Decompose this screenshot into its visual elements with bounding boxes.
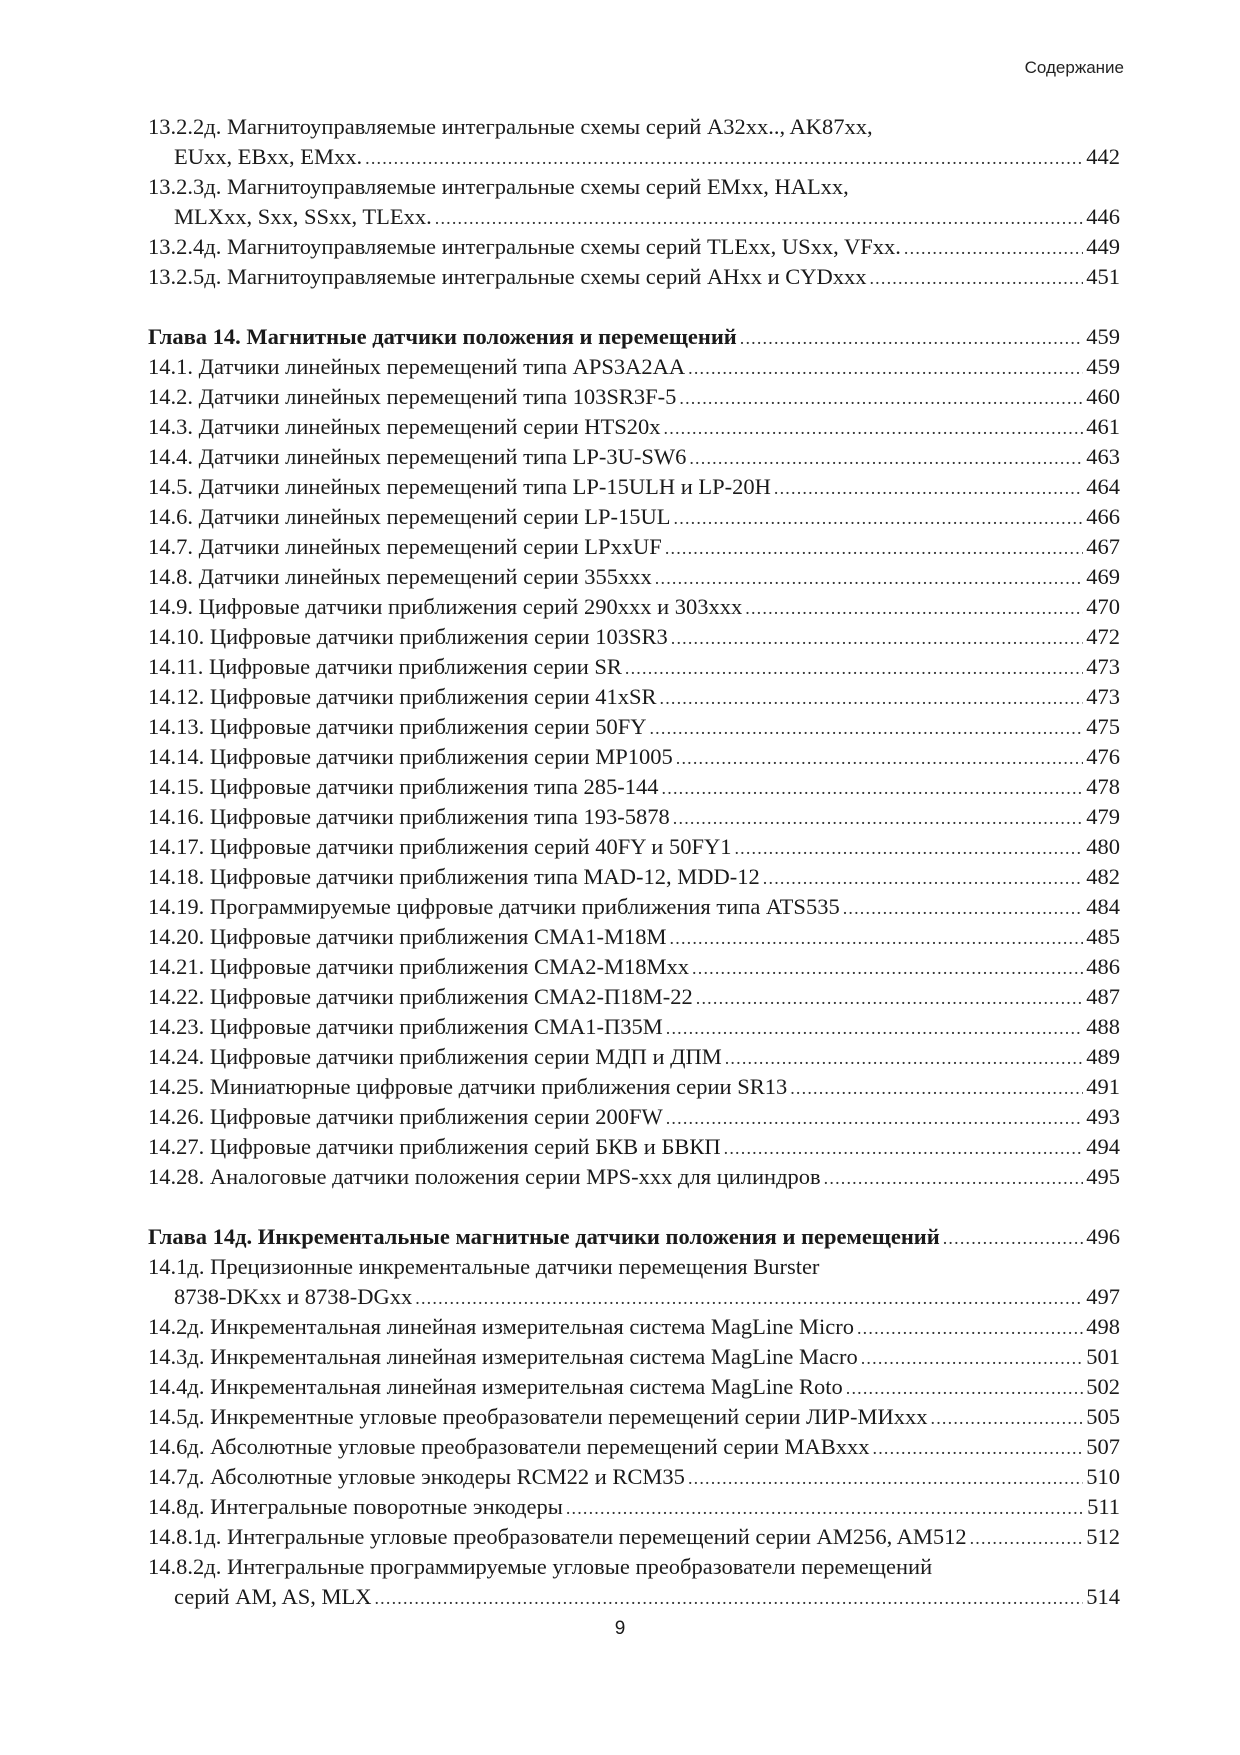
dot-leader xyxy=(374,1583,1083,1613)
dot-leader xyxy=(662,773,1084,803)
toc-entry xyxy=(148,1072,1120,1102)
toc-entry xyxy=(148,592,1120,622)
toc-page-number: 459 xyxy=(1086,354,1120,379)
toc-entry xyxy=(148,742,1120,772)
toc-page-number: 494 xyxy=(1086,1134,1120,1159)
toc-page-number: 476 xyxy=(1086,744,1120,769)
dot-leader xyxy=(679,383,1083,413)
toc-entry xyxy=(148,712,1120,742)
dot-leader xyxy=(869,263,1083,293)
dot-leader xyxy=(365,143,1083,173)
dot-leader xyxy=(673,803,1083,833)
dot-leader xyxy=(566,1493,1084,1523)
toc-entry-title: 14.12. Цифровые датчики приближения серии 41xSR xyxy=(148,684,657,709)
toc-page-number: 467 xyxy=(1086,534,1120,559)
toc-page-number: 460 xyxy=(1086,384,1120,409)
dot-leader xyxy=(674,503,1084,533)
dot-leader xyxy=(671,623,1084,653)
chapter-title: Глава 14д. Инкрементальные магнитные датчики положения и перемещений xyxy=(148,1224,940,1249)
toc-entry-title: серий AM, AS, MLX xyxy=(174,1584,372,1609)
toc-entry xyxy=(148,202,1120,232)
toc-entry-title: 14.2д. Инкрементальная линейная измерительная система MagLine Micro xyxy=(148,1314,854,1339)
toc-entry-title: 14.19. Программируемые цифровые датчики приближения типа ATS535 xyxy=(148,894,840,919)
dot-leader xyxy=(689,443,1083,473)
dot-leader xyxy=(666,1013,1083,1043)
toc-page-number: 466 xyxy=(1086,504,1120,529)
toc-page-number: 464 xyxy=(1086,474,1120,499)
toc-entry xyxy=(148,622,1120,652)
toc-entry-title: 14.4д. Инкрементальная линейная измерительная система MagLine Roto xyxy=(148,1374,843,1399)
toc-page-number: 505 xyxy=(1086,1404,1120,1429)
toc-entry-title: 14.11. Цифровые датчики приближения серии SR xyxy=(148,654,622,679)
dot-leader xyxy=(676,743,1084,773)
toc-page-number: 459 xyxy=(1086,324,1120,349)
toc-entry xyxy=(148,382,1120,412)
dot-leader xyxy=(665,533,1083,563)
dot-leader xyxy=(664,413,1084,443)
toc-entry-title: 14.6. Датчики линейных перемещений серии LP-15UL xyxy=(148,504,671,529)
toc-entry xyxy=(148,952,1120,982)
toc-entry-title: MLXxx, Sxx, SSxx, TLExx. xyxy=(174,204,432,229)
toc-page-number: 498 xyxy=(1086,1314,1120,1339)
dot-leader xyxy=(774,473,1083,503)
toc-entry xyxy=(148,1402,1120,1432)
toc-entry-title: 14.2. Датчики линейных перемещений типа 103SR3F-5 xyxy=(148,384,677,409)
toc-entry xyxy=(148,1042,1120,1072)
toc-entry-title: 14.21. Цифровые датчики приближения CMA2-M18Mxx xyxy=(148,954,690,979)
toc-entry xyxy=(148,532,1120,562)
toc-entry xyxy=(148,1462,1120,1492)
toc-entry-title: 14.20. Цифровые датчики приближения CMA1-M18M xyxy=(148,924,667,949)
toc-entry-title: 14.14. Цифровые датчики приближения серии MP1005 xyxy=(148,744,673,769)
toc-page-number: 461 xyxy=(1086,414,1120,439)
toc-entry-title: 14.3. Датчики линейных перемещений серии HTS20x xyxy=(148,414,661,439)
toc-page-number: 469 xyxy=(1086,564,1120,589)
toc-page-number: 480 xyxy=(1086,834,1120,859)
toc-page-number: 511 xyxy=(1087,1494,1120,1519)
dot-leader xyxy=(649,713,1083,743)
dot-leader xyxy=(857,1313,1083,1343)
dot-leader xyxy=(670,923,1084,953)
dot-leader xyxy=(943,1223,1084,1253)
toc-entry xyxy=(148,1432,1120,1462)
toc-page-number: 491 xyxy=(1086,1074,1120,1099)
toc-page-number: 482 xyxy=(1086,864,1120,889)
dot-leader xyxy=(970,1523,1084,1553)
dot-leader xyxy=(688,353,1083,383)
dot-leader xyxy=(625,653,1083,683)
toc-entry xyxy=(148,1522,1120,1552)
page-number: 9 xyxy=(614,1618,626,1639)
toc-page-number: 472 xyxy=(1086,624,1120,649)
toc-page-number: 473 xyxy=(1086,684,1120,709)
dot-leader xyxy=(861,1343,1084,1373)
dot-leader xyxy=(660,683,1084,713)
toc-chapter-entry xyxy=(148,322,1120,352)
toc-entry-title: 14.6д. Абсолютные угловые преобразователи перемещений серии MABxxx xyxy=(148,1434,870,1459)
toc-entry xyxy=(148,1132,1120,1162)
toc-entry-title: 14.7д. Абсолютные угловые энкодеры RCM22 и RCM35 xyxy=(148,1464,685,1489)
toc-entry-title: 14.15. Цифровые датчики приближения типа 285-144 xyxy=(148,774,659,799)
dot-leader xyxy=(688,1463,1083,1493)
toc-page-number: 470 xyxy=(1086,594,1120,619)
dot-leader xyxy=(904,233,1083,263)
dot-leader xyxy=(824,1163,1084,1193)
toc-entry xyxy=(148,1162,1120,1192)
toc-entry xyxy=(148,862,1120,892)
toc-entry-title: 14.4. Датчики линейных перемещений типа LP-3U-SW6 xyxy=(148,444,687,469)
toc-entry xyxy=(148,1282,1120,1312)
toc-entry-first-line: 13.2.3д. Магнитоуправляемые интегральные схемы серий EMxx, HALxx, xyxy=(148,174,849,199)
dot-leader xyxy=(692,953,1083,983)
toc-entry xyxy=(148,1012,1120,1042)
dot-leader xyxy=(763,863,1083,893)
toc-entry-title: 14.18. Цифровые датчики приближения типа MAD-12, MDD-12 xyxy=(148,864,760,889)
toc-entry xyxy=(148,1342,1120,1372)
dot-leader xyxy=(655,563,1083,593)
dot-leader xyxy=(790,1073,1083,1103)
toc-entry xyxy=(148,502,1120,532)
toc-entry-title: 14.28. Аналоговые датчики положения серии MPS-xxx для цилиндров xyxy=(148,1164,821,1189)
toc-entry-title: 13.2.4д. Магнитоуправляемые интегральные схемы серий TLExx, USxx, VFxx. xyxy=(148,234,901,259)
dot-leader xyxy=(666,1103,1084,1133)
toc-entry xyxy=(148,1372,1120,1402)
toc-entry xyxy=(148,262,1120,292)
toc-entry-first-line: 14.8.2д. Интегральные программируемые угловые преобразователи перемещений xyxy=(148,1554,933,1579)
toc-entry-title: 14.8д. Интегральные поворотные энкодеры xyxy=(148,1494,563,1519)
toc-page-number: 478 xyxy=(1086,774,1120,799)
dot-leader xyxy=(745,593,1083,623)
toc-page-number: 495 xyxy=(1086,1164,1120,1189)
toc-entry-title: 14.25. Миниатюрные цифровые датчики приближения серии SR13 xyxy=(148,1074,788,1099)
dot-leader xyxy=(740,323,1084,353)
toc-entry-title: 14.27. Цифровые датчики приближения серий БКВ и БВКП xyxy=(148,1134,721,1159)
toc-entry-title: 14.5. Датчики линейных перемещений типа LP-15ULH и LP-20H xyxy=(148,474,771,499)
toc-entry-title: 14.24. Цифровые датчики приближения серии МДП и ДПМ xyxy=(148,1044,722,1069)
toc-entry xyxy=(148,352,1120,382)
toc-entry xyxy=(148,982,1120,1012)
toc-page-number: 473 xyxy=(1086,654,1120,679)
toc-page-number: 512 xyxy=(1086,1524,1120,1549)
toc-entry-title: 14.5д. Инкрементные угловые преобразователи перемещений серии ЛИР-МИxxx xyxy=(148,1404,928,1429)
toc-entry-title: 13.2.5д. Магнитоуправляемые интегральные схемы серий AHxx и CYDxxx xyxy=(148,264,867,289)
toc-entry xyxy=(148,1312,1120,1342)
toc-entry-title: 14.22. Цифровые датчики приближения CMA2-П18M-22 xyxy=(148,984,693,1009)
spacer xyxy=(148,1192,1120,1222)
toc-page-number: 501 xyxy=(1086,1344,1120,1369)
toc-page-number: 446 xyxy=(1086,204,1120,229)
toc-entry-title: 14.8.1д. Интегральные угловые преобразователи перемещений серии AM256, AM512 xyxy=(148,1524,967,1549)
toc-entry-title: 14.9. Цифровые датчики приближения серий 290xxx и 303xxx xyxy=(148,594,743,619)
toc-page-number: 449 xyxy=(1086,234,1120,259)
table-of-contents xyxy=(148,112,1120,1612)
spacer xyxy=(148,292,1120,322)
toc-entry xyxy=(148,412,1120,442)
toc-page-number: 488 xyxy=(1086,1014,1120,1039)
toc-page-number: 451 xyxy=(1086,264,1120,289)
toc-page-number: 489 xyxy=(1086,1044,1120,1069)
toc-page-number: 479 xyxy=(1086,804,1120,829)
chapter-title: Глава 14. Магнитные датчики положения и перемещений xyxy=(148,324,737,349)
toc-entry xyxy=(148,652,1120,682)
toc-entry xyxy=(148,1492,1120,1522)
toc-entry-title: 8738-DKxx и 8738-DGxx xyxy=(174,1284,413,1309)
toc-entry-title: 14.23. Цифровые датчики приближения CMA1-П35M xyxy=(148,1014,663,1039)
toc-page-number: 486 xyxy=(1086,954,1120,979)
toc-entry-title: 14.17. Цифровые датчики приближения серий 40FY и 50FY1 xyxy=(148,834,732,859)
toc-entry-first-line: 13.2.2д. Магнитоуправляемые интегральные схемы серий A32xx.., AK87xx, xyxy=(148,114,873,139)
toc-page-number: 493 xyxy=(1086,1104,1120,1129)
toc-entry xyxy=(148,472,1120,502)
toc-entry-title: 14.8. Датчики линейных перемещений серии 355xxx xyxy=(148,564,652,589)
dot-leader xyxy=(435,203,1084,233)
toc-page-number: 502 xyxy=(1086,1374,1120,1399)
toc-entry xyxy=(148,442,1120,472)
toc-entry-title: 14.7. Датчики линейных перемещений серии LPxxUF xyxy=(148,534,662,559)
dot-leader xyxy=(873,1433,1084,1463)
toc-page-number: 496 xyxy=(1086,1224,1120,1249)
toc-entry-title: 14.16. Цифровые датчики приближения типа 193-5878 xyxy=(148,804,670,829)
toc-page-number: 497 xyxy=(1086,1284,1120,1309)
dot-leader xyxy=(734,833,1083,863)
toc-entry xyxy=(148,832,1120,862)
toc-page-number: 463 xyxy=(1086,444,1120,469)
toc-page-number: 510 xyxy=(1086,1464,1120,1489)
toc-entry xyxy=(148,562,1120,592)
toc-entry xyxy=(148,1102,1120,1132)
toc-entry xyxy=(148,922,1120,952)
toc-entry-title: 14.26. Цифровые датчики приближения серии 200FW xyxy=(148,1104,663,1129)
running-header: Содержание xyxy=(1024,58,1124,77)
toc-entry-title: EUxx, EBxx, EMxx. xyxy=(174,144,363,169)
dot-leader xyxy=(846,1373,1084,1403)
dot-leader xyxy=(724,1133,1084,1163)
toc-entry xyxy=(148,1582,1120,1612)
toc-entry-first-line: 14.1д. Прецизионные инкрементальные датчики перемещения Burster xyxy=(148,1254,820,1279)
toc-entry xyxy=(148,892,1120,922)
dot-leader xyxy=(931,1403,1084,1433)
toc-page-number: 485 xyxy=(1086,924,1120,949)
toc-entry-title: 14.1. Датчики линейных перемещений типа APS3A2AA xyxy=(148,354,686,379)
toc-entry xyxy=(148,772,1120,802)
toc-entry-title: 14.3д. Инкрементальная линейная измерительная система MagLine Macro xyxy=(148,1344,858,1369)
toc-page-number: 487 xyxy=(1086,984,1120,1009)
dot-leader xyxy=(725,1043,1084,1073)
toc-entry-title: 14.10. Цифровые датчики приближения серии 103SR3 xyxy=(148,624,668,649)
toc-entry xyxy=(148,682,1120,712)
dot-leader xyxy=(696,983,1083,1013)
toc-entry xyxy=(148,232,1120,262)
toc-entry xyxy=(148,802,1120,832)
dot-leader xyxy=(415,1283,1083,1313)
toc-page-number: 507 xyxy=(1086,1434,1120,1459)
toc-page-number: 475 xyxy=(1086,714,1120,739)
toc-chapter-entry xyxy=(148,1222,1120,1252)
toc-page-number: 484 xyxy=(1086,894,1120,919)
toc-page-number: 514 xyxy=(1086,1584,1120,1609)
toc-entry xyxy=(148,142,1120,172)
toc-entry-title: 14.13. Цифровые датчики приближения серии 50FY xyxy=(148,714,647,739)
dot-leader xyxy=(843,893,1084,923)
toc-page-number: 442 xyxy=(1086,144,1120,169)
